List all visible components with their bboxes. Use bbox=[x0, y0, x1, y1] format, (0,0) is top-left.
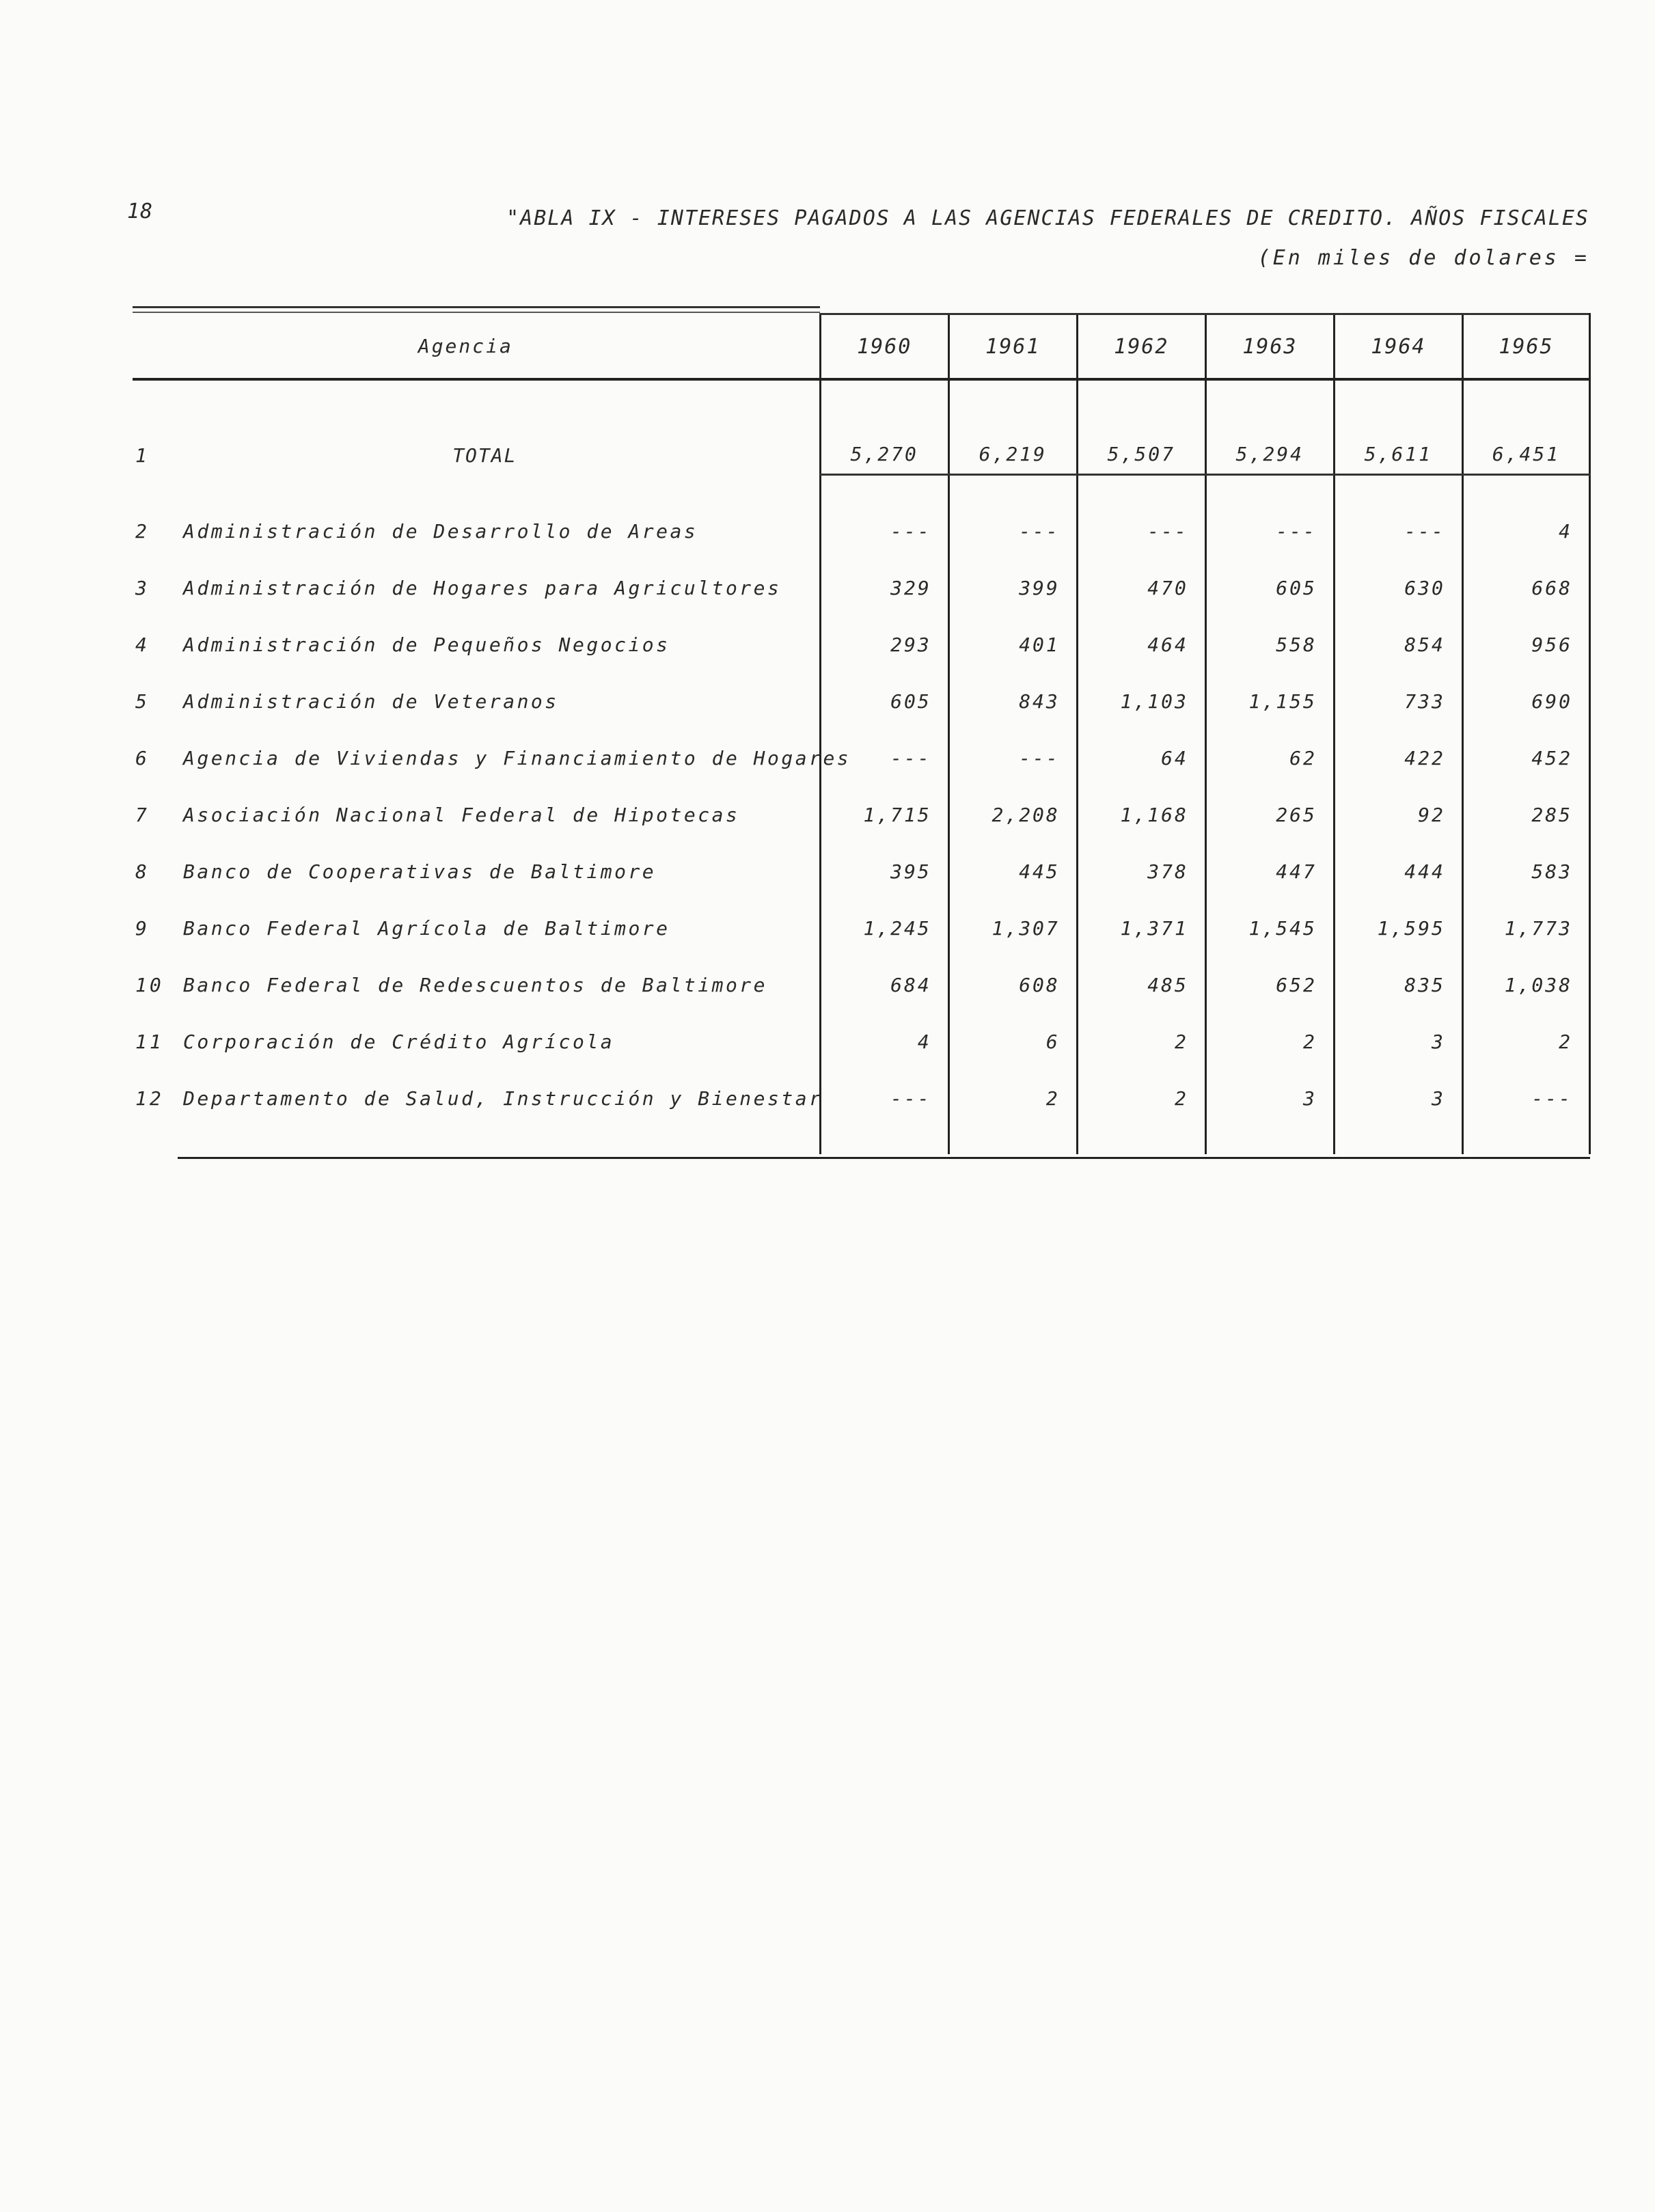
row-number: 4 bbox=[135, 633, 150, 656]
value-cell: 5,611 bbox=[1334, 379, 1462, 475]
table-row bbox=[133, 957, 1590, 1013]
value-cell: 2 bbox=[1462, 1013, 1589, 1070]
table-row bbox=[133, 503, 1590, 560]
value-cell: 558 bbox=[1205, 616, 1334, 673]
agency-column-header: Agencia bbox=[133, 314, 820, 380]
value-cell: 956 bbox=[1462, 616, 1589, 673]
value-cell: 285 bbox=[1462, 787, 1589, 843]
value-cell: 1,773 bbox=[1462, 900, 1589, 957]
table-row bbox=[133, 900, 1590, 957]
value-cell: --- bbox=[1462, 1070, 1589, 1127]
row-number: 3 bbox=[135, 577, 150, 599]
value-cell: 2,208 bbox=[948, 787, 1077, 843]
value-cell: 3 bbox=[1334, 1070, 1462, 1127]
table-row bbox=[133, 843, 1590, 900]
value-cell: 329 bbox=[820, 560, 948, 616]
value-cell: 684 bbox=[820, 957, 948, 1013]
value-cell: 1,245 bbox=[820, 900, 948, 957]
value-cell: 605 bbox=[820, 673, 948, 730]
row-number: 11 bbox=[135, 1030, 164, 1053]
table-row bbox=[133, 560, 1590, 616]
value-cell: 5,294 bbox=[1205, 379, 1334, 475]
value-cell: 1,595 bbox=[1334, 900, 1462, 957]
value-cell: 378 bbox=[1077, 843, 1205, 900]
value-cell: --- bbox=[948, 730, 1077, 787]
row-number: 12 bbox=[135, 1087, 164, 1110]
value-cell: 447 bbox=[1205, 843, 1334, 900]
value-cell: 583 bbox=[1462, 843, 1589, 900]
value-cell: 843 bbox=[948, 673, 1077, 730]
year-header: 1964 bbox=[1334, 314, 1462, 380]
value-cell: 452 bbox=[1462, 730, 1589, 787]
value-cell: 3 bbox=[1334, 1013, 1462, 1070]
agency-name: Banco Federal Agrícola de Baltimore bbox=[183, 917, 670, 940]
value-cell: 485 bbox=[1077, 957, 1205, 1013]
value-cell: 1,715 bbox=[820, 787, 948, 843]
value-cell: 608 bbox=[948, 957, 1077, 1013]
value-cell: --- bbox=[1205, 503, 1334, 560]
value-cell: 1,371 bbox=[1077, 900, 1205, 957]
value-cell: 733 bbox=[1334, 673, 1462, 730]
value-cell: 630 bbox=[1334, 560, 1462, 616]
spacer-row bbox=[133, 475, 1590, 504]
header-row bbox=[133, 314, 1590, 380]
value-cell: 2 bbox=[948, 1070, 1077, 1127]
agency-name: Banco Federal de Redescuentos de Baltimore bbox=[183, 974, 768, 996]
total-row bbox=[133, 379, 1590, 475]
year-header: 1961 bbox=[948, 314, 1077, 380]
row-number: 7 bbox=[135, 804, 150, 826]
value-cell: 62 bbox=[1205, 730, 1334, 787]
value-cell: --- bbox=[820, 1070, 948, 1127]
value-cell: 444 bbox=[1334, 843, 1462, 900]
value-cell: 293 bbox=[820, 616, 948, 673]
value-cell: 399 bbox=[948, 560, 1077, 616]
value-cell: 2 bbox=[1077, 1070, 1205, 1127]
value-cell: --- bbox=[948, 503, 1077, 560]
value-cell: 464 bbox=[1077, 616, 1205, 673]
value-cell: 1,155 bbox=[1205, 673, 1334, 730]
table-body bbox=[133, 379, 1590, 1158]
value-cell: 395 bbox=[820, 843, 948, 900]
value-cell: 265 bbox=[1205, 787, 1334, 843]
value-cell: 64 bbox=[1077, 730, 1205, 787]
agency-name: Administración de Veteranos bbox=[183, 690, 559, 713]
table-top-rule bbox=[133, 306, 820, 308]
value-cell: 4 bbox=[1462, 503, 1589, 560]
value-cell: 1,307 bbox=[948, 900, 1077, 957]
agency-name: Banco de Cooperativas de Baltimore bbox=[183, 860, 657, 883]
row-number: 1 bbox=[135, 443, 150, 467]
spacer-row bbox=[133, 1127, 1590, 1154]
agency-name: TOTAL bbox=[452, 443, 517, 467]
table-row bbox=[133, 730, 1590, 787]
agency-name: Administración de Desarrollo de Areas bbox=[183, 520, 698, 543]
value-cell: --- bbox=[820, 730, 948, 787]
value-cell: 4 bbox=[820, 1013, 948, 1070]
row-number: 8 bbox=[135, 860, 150, 883]
table-row bbox=[133, 1013, 1590, 1070]
agency-name: Agencia de Viviendas y Financiamiento de Hogares bbox=[183, 747, 851, 769]
row-number: 5 bbox=[135, 690, 150, 713]
row-number: 9 bbox=[135, 917, 150, 940]
value-cell: 1,168 bbox=[1077, 787, 1205, 843]
row-number: 6 bbox=[135, 747, 150, 769]
year-header: 1965 bbox=[1462, 314, 1589, 380]
value-cell: 605 bbox=[1205, 560, 1334, 616]
table-subtitle: (En miles de dolares = bbox=[1257, 246, 1589, 270]
value-cell: 2 bbox=[1077, 1013, 1205, 1070]
value-cell: 470 bbox=[1077, 560, 1205, 616]
year-header: 1963 bbox=[1205, 314, 1334, 380]
agency-name: Departamento de Salud, Instrucción y Bienestar bbox=[183, 1087, 823, 1110]
table-row bbox=[133, 673, 1590, 730]
row-number: 10 bbox=[135, 974, 164, 996]
value-cell: 652 bbox=[1205, 957, 1334, 1013]
value-cell: 2 bbox=[1205, 1013, 1334, 1070]
value-cell: 835 bbox=[1334, 957, 1462, 1013]
value-cell: 854 bbox=[1334, 616, 1462, 673]
table-row bbox=[133, 616, 1590, 673]
value-cell: --- bbox=[1334, 503, 1462, 560]
value-cell: 690 bbox=[1462, 673, 1589, 730]
table-row bbox=[133, 1070, 1590, 1127]
year-header: 1962 bbox=[1077, 314, 1205, 380]
value-cell: --- bbox=[1077, 503, 1205, 560]
value-cell: 445 bbox=[948, 843, 1077, 900]
value-cell: 422 bbox=[1334, 730, 1462, 787]
value-cell: 5,507 bbox=[1077, 379, 1205, 475]
value-cell: --- bbox=[820, 503, 948, 560]
year-header: 1960 bbox=[820, 314, 948, 380]
value-cell: 6,451 bbox=[1462, 379, 1589, 475]
table-bottom-rule bbox=[133, 1154, 1590, 1158]
value-cell: 92 bbox=[1334, 787, 1462, 843]
value-cell: 1,103 bbox=[1077, 673, 1205, 730]
agency-name: Corporación de Crédito Agrícola bbox=[183, 1030, 615, 1053]
table-title: "ABLA IX - INTERESES PAGADOS A LAS AGENCIAS FEDERALES DE CREDITO. AÑOS FISCALES bbox=[506, 206, 1589, 230]
value-cell: 3 bbox=[1205, 1070, 1334, 1127]
row-number: 2 bbox=[135, 520, 150, 543]
value-cell: 1,038 bbox=[1462, 957, 1589, 1013]
data-table bbox=[133, 313, 1591, 1159]
value-cell: 6,219 bbox=[948, 379, 1077, 475]
value-cell: 5,270 bbox=[820, 379, 948, 475]
agency-name: Administración de Pequeños Negocios bbox=[183, 633, 670, 656]
agency-name: Asociación Nacional Federal de Hipotecas bbox=[183, 804, 740, 826]
page-number: 18 bbox=[127, 200, 154, 223]
value-cell: 668 bbox=[1462, 560, 1589, 616]
table-row bbox=[133, 787, 1590, 843]
value-cell: 6 bbox=[948, 1013, 1077, 1070]
agency-name: Administración de Hogares para Agricultores bbox=[183, 577, 782, 599]
value-cell: 1,545 bbox=[1205, 900, 1334, 957]
value-cell: 401 bbox=[948, 616, 1077, 673]
